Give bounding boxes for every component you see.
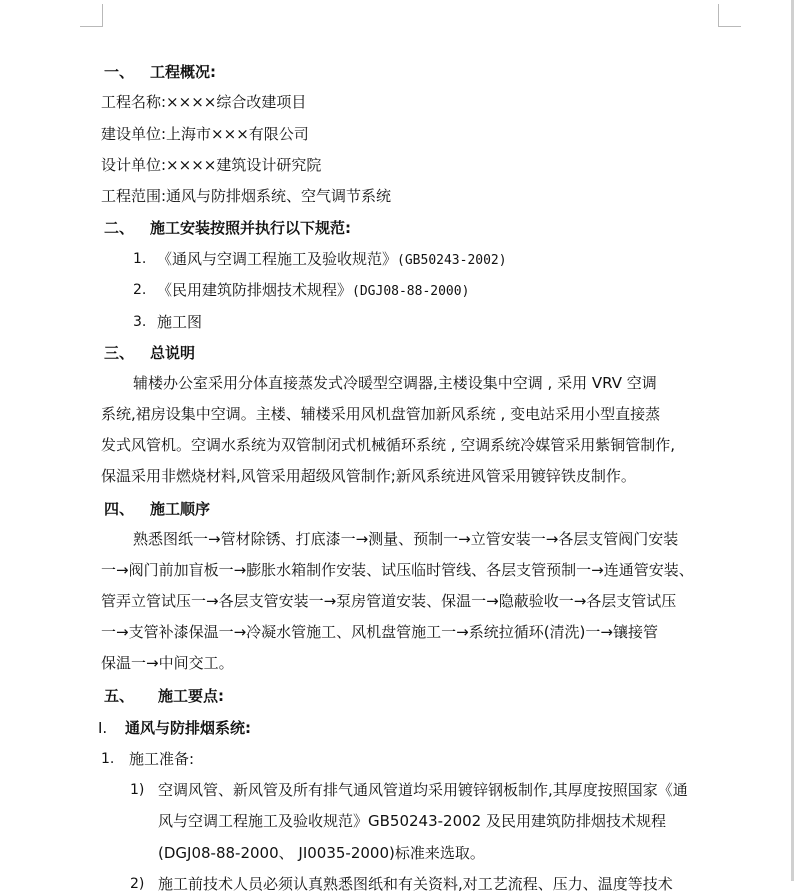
summary-paragraph [101,368,717,492]
norm-1-text: 《通风与空调工程施工及验收规范》(GB50243-2002) [157,250,507,268]
summary-line: 系统,裙房设集中空调。主楼、辅楼采用风机盘管加新风系统 , 变电站采用小型直接蒸 [101,405,661,423]
section-4-number: 四、 [104,500,135,518]
sequence-line: 一→阀门前加盲板一→膨胀水箱制作安装、试压临时管线、各层支管预制一→连通管安装、 [101,561,694,579]
summary-line: 发式风管机。空调水系统为双管制闭式机械循环系统 , 空调系统冷媒管采用紫铜管制作, [101,436,676,454]
sub-1-line: 风与空调工程施工及验收规范》GB50243-2002 及民用建筑防排烟技术规程 [158,812,666,830]
sub-1-number: 1) [130,782,145,798]
point-i-number: I. [98,719,108,737]
section-1-title: 工程概况: [150,63,216,81]
norm-2-number: 2. [133,282,147,298]
section-3-title: 总说明 [150,344,196,362]
sub-1-line: (DGJ08-88-2000、 JI0035-2000)标准来选取。 [158,844,485,862]
section-1-number: 一、 [104,63,135,81]
section-5-title: 施工要点: [158,687,224,705]
norm-1-number: 1. [133,251,147,267]
point-1-number: 1. [101,751,115,767]
page-corner-mark-top-right [718,4,741,27]
point-1-title: 施工准备: [129,750,195,768]
project-name: 工程名称:××××综合改建项目 [101,93,307,111]
sub-2-line: 施工前技术人员必须认真熟悉图纸和有关资料,对工艺流程、压力、温度等技术 [158,875,673,893]
norm-2-code: (DGJ08-88-2000) [352,284,470,299]
section-3-number: 三、 [104,344,135,362]
section-2-number: 二、 [104,219,135,237]
sequence-line: 熟悉图纸一→管材除锈、打底漆一→测量、预制一→立管安装一→各层支管阀门安装 [133,530,679,548]
norm-2-text: 《民用建筑防排烟技术规程》(DGJ08-88-2000) [157,281,470,299]
sequence-line: 管弄立管试压一→各层支管安装一→泵房管道安装、保温一→隐蔽验收一→各层支管试压 [101,592,677,610]
norm-1-code: (GB50243-2002) [397,253,507,268]
summary-line: 保温采用非燃烧材料,风管采用超级风管制作;新风系统进风管采用镀锌铁皮制作。 [101,467,636,485]
norm-3-text: 施工图 [157,313,203,331]
norm-3-number: 3. [133,314,147,330]
sub-2-number: 2) [130,876,145,892]
sequence-line: 一→支管补漆保温一→冷凝水管施工、风机盘管施工一→系统拉循环(清洗)一→镶接管 [101,623,658,641]
builder-unit: 建设单位:上海市×××有限公司 [101,125,309,143]
section-4-title: 施工顺序 [150,500,211,518]
sequence-line: 保温一→中间交工。 [101,654,234,672]
summary-line: 辅楼办公室采用分体直接蒸发式冷暖型空调器,主楼设集中空调 , 采用 VRV 空调 [133,374,657,392]
section-5-number: 五、 [104,687,135,705]
sequence-paragraph [101,524,717,679]
page-corner-mark-top-left [80,4,103,27]
design-unit: 设计单位:××××建筑设计研究院 [101,156,322,174]
section-2-title: 施工安装按照并执行以下规范: [150,219,351,237]
sub-1-line: 空调风管、新风管及所有排气通风管道均采用镀锌钢板制作,其厚度按照国家《通 [158,781,688,799]
project-scope: 工程范围:通风与防排烟系统、空气调节系统 [101,187,392,205]
point-i-title: 通风与防排烟系统: [125,719,251,737]
